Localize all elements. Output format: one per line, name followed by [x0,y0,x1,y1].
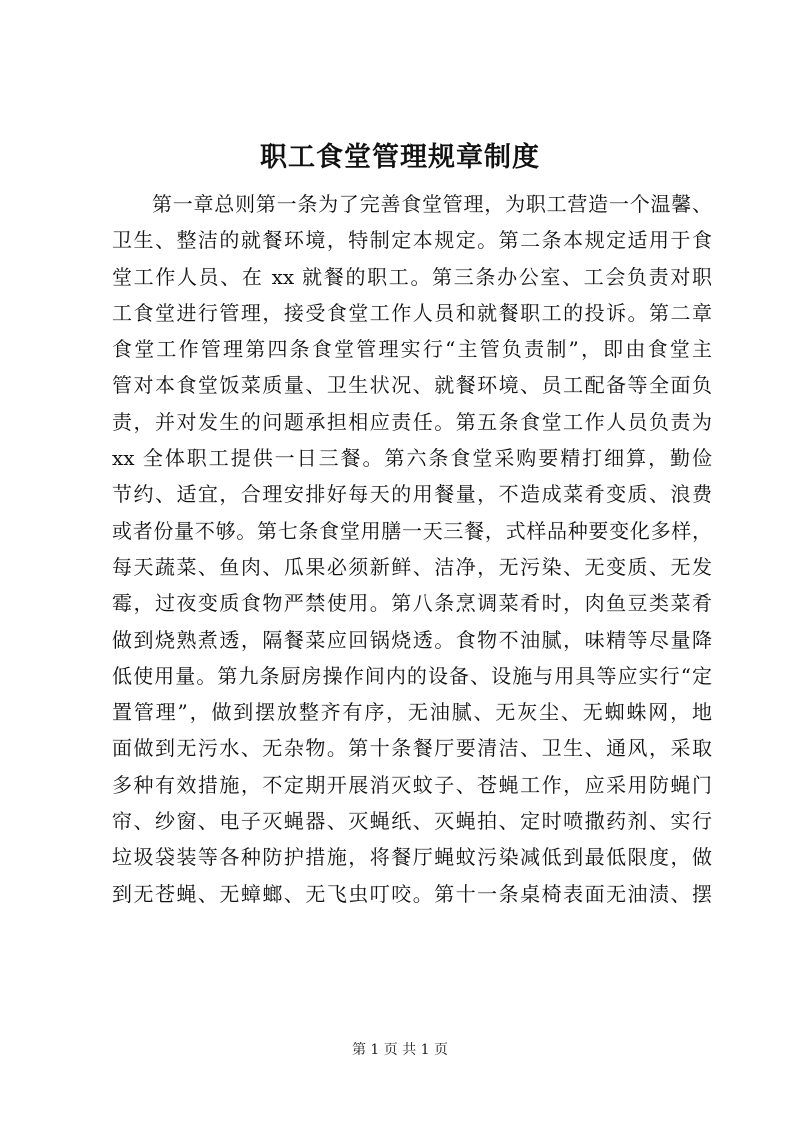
body-line-2: 卫生、整洁的就餐环境，特制定本规定。第二条本规定适用于食 [112,228,712,253]
body-line-13: 做到烧熟煮透，隔餐菜应回锅烧透。食物不油腻，味精等尽量降 [112,627,712,652]
body-line-8: xx 全体职工提供一日三餐。第六条食堂采购要精打细算，勤俭 [112,446,712,471]
document-title: 职工食堂管理规章制度 [260,142,540,173]
body-line-10: 或者份量不够。第七条食堂用膳一天三餐，式样品种要变化多样， [112,518,712,543]
body-line-16: 面做到无污水、无杂物。第十条餐厅要清洁、卫生、通风，采取 [112,736,712,761]
body-line-14: 低使用量。第九条厨房操作间内的设备、设施与用具等应实行“定 [112,663,712,688]
body-line-18: 帘、纱窗、电子灭蝇器、灭蝇纸、灭蝇拍、定时喷撒药剂、实行 [112,809,712,834]
document-body [112,186,712,912]
body-line-4: 工食堂进行管理，接受食堂工作人员和就餐职工的投诉。第二章 [112,300,712,325]
body-line-6: 管对本食堂饭菜质量、卫生状况、就餐环境、员工配备等全面负 [112,373,712,398]
body-line-11: 每天蔬菜、鱼肉、瓜果必须新鲜、洁净，无污染、无变质、无发 [112,554,712,579]
body-line-3: 堂工作人员、在 xx 就餐的职工。第三条办公室、工会负责对职 [112,264,712,289]
body-line-5: 食堂工作管理第四条食堂管理实行“主管负责制”，即由食堂主 [112,337,712,362]
body-line-17: 多种有效措施，不定期开展消灭蚊子、苍蝇工作，应采用防蝇门 [112,772,712,797]
body-line-9: 节约、适宜，合理安排好每天的用餐量，不造成菜肴变质、浪费 [112,482,712,507]
body-line-7: 责，并对发生的问题承担相应责任。第五条食堂工作人员负责为 [112,409,712,434]
body-line-1: 第一章总则第一条为了完善食堂管理，为职工营造一个温馨、 [152,192,712,216]
body-line-19: 垃圾袋装等各种防护措施，将餐厅蝇蚊污染减低到最低限度，做 [112,845,712,870]
body-line-20: 到无苍蝇、无蟑螂、无飞虫叮咬。第十一条桌椅表面无油渍、摆 [112,881,712,906]
body-line-12: 霉，过夜变质食物严禁使用。第八条烹调菜肴时，肉鱼豆类菜肴 [112,591,712,616]
page-number: 第 1 页 共 1 页 [351,1042,449,1058]
body-line-15: 置管理”，做到摆放整齐有序，无油腻、无灰尘、无蜘蛛网，地 [112,700,712,725]
